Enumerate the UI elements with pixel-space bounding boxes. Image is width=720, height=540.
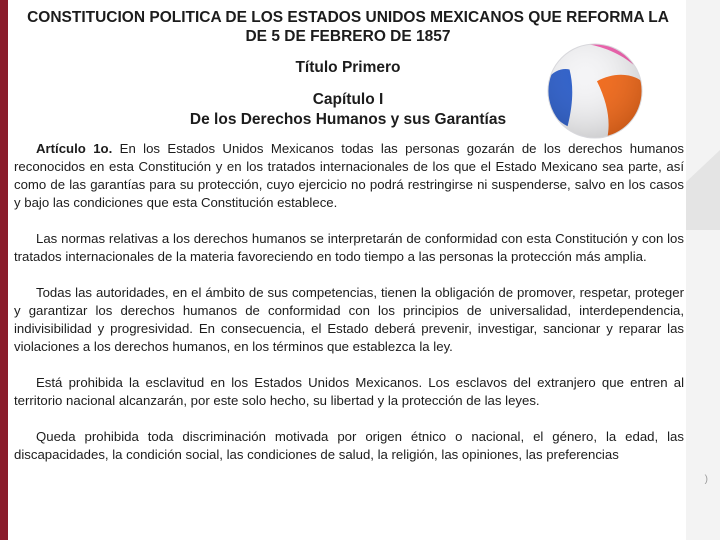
right-side-panel bbox=[686, 0, 720, 540]
paragraph-text: En los Estados Unidos Mexicanos todas las personas gozarán de los derechos humanos reconocidos en esta Constitución y en los tratados internacionales de los que el Estado Mexicano sea parte, así como de las garantías para su protección, cuyo ejercicio no podrá restringirse ni suspenderse, salvo en los casos y bajo las condiciones que esta Constitución establece. bbox=[14, 141, 684, 210]
capitulo-heading: Capítulo I bbox=[312, 91, 384, 108]
capitulo-subtitle: De los Derechos Humanos y sus Garantías bbox=[189, 111, 507, 128]
article-label: Artículo 1o. bbox=[36, 141, 113, 156]
beach-ball-icon bbox=[546, 42, 644, 140]
left-accent-bar bbox=[0, 0, 8, 540]
article-paragraph-5: Queda prohibida toda discriminación motivada por origen étnico o nacional, el género, la edad, las discapacidades, la condición social, las condiciones de salud, la religión, las opiniones, las preferencias bbox=[14, 429, 684, 462]
article-paragraph-2: Las normas relativas a los derechos humanos se interpretarán de conformidad con esta Constitución y con los tratados internacionales de la materia favoreciendo en todo tiempo a las personas la protección más amplia. bbox=[14, 231, 684, 264]
article-body bbox=[12, 140, 684, 464]
document-title: CONSTITUCION POLITICA DE LOS ESTADOS UNIDOS MEXICANOS QUE REFORMA LA DE 5 DE FEBRERO DE 1857 bbox=[27, 9, 669, 45]
right-edge-mark: ) bbox=[704, 474, 708, 485]
article-paragraph-3: Todas las autoridades, en el ámbito de sus competencias, tienen la obligación de promover, respetar, proteger y garantizar los derechos humanos de conformidad con los principios de universalidad, interdependencia, indivisibilidad y progresividad. En consecuencia, el Estado deberá prevenir, investigar, sancionar y reparar las violaciones a los derechos humanos, en los términos que establezca la ley. bbox=[14, 285, 684, 354]
titulo-heading: Título Primero bbox=[295, 59, 401, 76]
article-paragraph-1 bbox=[14, 140, 684, 212]
article-paragraph-4: Está prohibida la esclavitud en los Estados Unidos Mexicanos. Los esclavos del extranjero que entren al territorio nacional alcanzarán, por este solo hecho, su libertad y la protección de las leyes. bbox=[14, 375, 684, 408]
